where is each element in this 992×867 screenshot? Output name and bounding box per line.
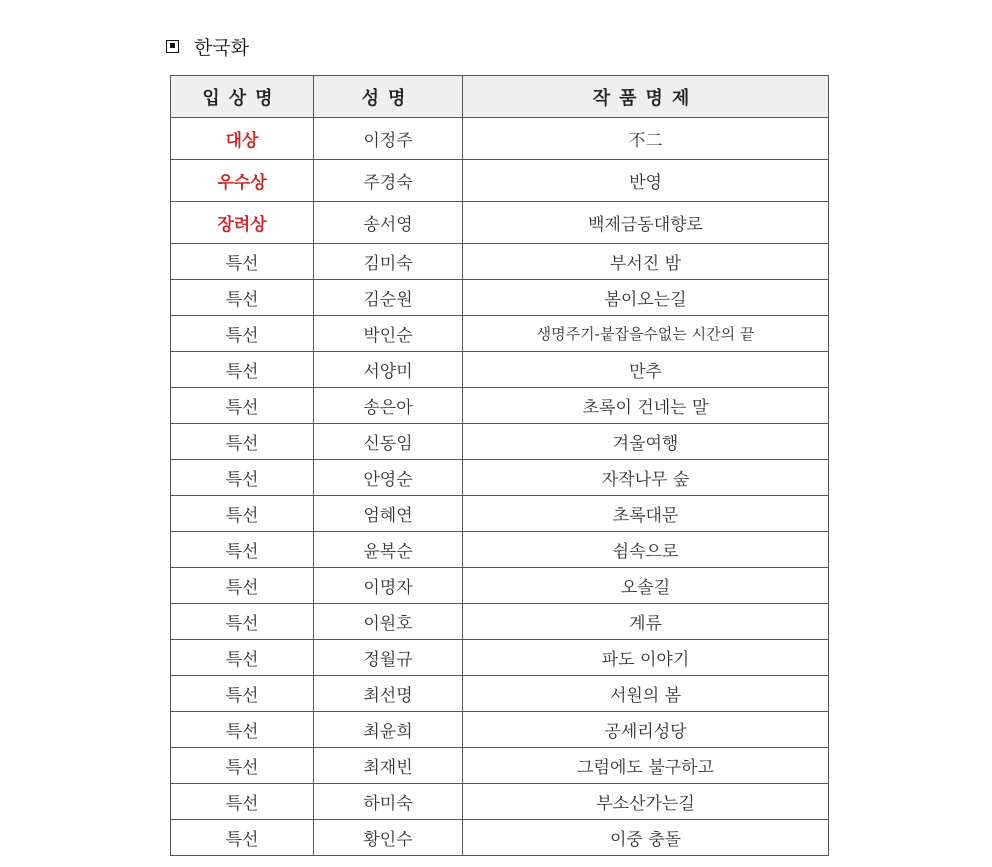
table-header-row <box>171 76 829 118</box>
table-row <box>171 712 829 748</box>
award-cell: 특선 <box>171 676 314 712</box>
award-cell: 장려상 <box>171 202 314 244</box>
name-cell: 이정주 <box>314 118 463 160</box>
table-row <box>171 784 829 820</box>
section-title: 한국화 <box>194 36 250 59</box>
award-cell: 대상 <box>171 118 314 160</box>
work-title-cell: 생명주기-붙잡을수없는 시간의 끝 <box>463 316 829 352</box>
work-title-cell: 만추 <box>463 352 829 388</box>
name-cell: 신동임 <box>314 424 463 460</box>
award-cell: 특선 <box>171 388 314 424</box>
work-title-cell: 부서진 밤 <box>463 244 829 280</box>
name-cell: 김순원 <box>314 280 463 316</box>
name-cell: 송서영 <box>314 202 463 244</box>
name-cell: 엄혜연 <box>314 496 463 532</box>
award-cell: 특선 <box>171 712 314 748</box>
work-title-cell: 겨울여행 <box>463 424 829 460</box>
award-cell: 특선 <box>171 424 314 460</box>
table-row <box>171 160 829 202</box>
award-cell: 특선 <box>171 640 314 676</box>
name-cell: 안영순 <box>314 460 463 496</box>
table-row <box>171 640 829 676</box>
table-row <box>171 202 829 244</box>
award-cell: 특선 <box>171 784 314 820</box>
name-cell: 정월규 <box>314 640 463 676</box>
header-name: 성명 <box>314 76 463 118</box>
table-row <box>171 280 829 316</box>
work-title-cell: 초록대문 <box>463 496 829 532</box>
table-row <box>171 352 829 388</box>
name-cell: 하미숙 <box>314 784 463 820</box>
award-cell: 특선 <box>171 604 314 640</box>
work-title-cell: 이중 충돌 <box>463 820 829 856</box>
table-row <box>171 568 829 604</box>
name-cell: 김미숙 <box>314 244 463 280</box>
award-cell: 특선 <box>171 280 314 316</box>
work-title-cell: 반영 <box>463 160 829 202</box>
name-cell: 최재빈 <box>314 748 463 784</box>
award-cell: 특선 <box>171 568 314 604</box>
award-cell: 우수상 <box>171 160 314 202</box>
awards-table <box>170 75 829 856</box>
work-title-cell: 不二 <box>463 118 829 160</box>
table-row <box>171 388 829 424</box>
work-title-cell: 파도 이야기 <box>463 640 829 676</box>
work-title-cell: 자작나무 숲 <box>463 460 829 496</box>
header-award: 입상명 <box>171 76 314 118</box>
header-work: 작품명제 <box>463 76 829 118</box>
award-cell: 특선 <box>171 460 314 496</box>
table-row <box>171 820 829 856</box>
table-row <box>171 460 829 496</box>
award-cell: 특선 <box>171 352 314 388</box>
table-row <box>171 748 829 784</box>
table-row <box>171 424 829 460</box>
work-title-cell: 계류 <box>463 604 829 640</box>
work-title-cell: 그럼에도 불구하고 <box>463 748 829 784</box>
name-cell: 서양미 <box>314 352 463 388</box>
table-row <box>171 244 829 280</box>
award-cell: 특선 <box>171 748 314 784</box>
table-row <box>171 676 829 712</box>
work-title-cell: 오솔길 <box>463 568 829 604</box>
table-row <box>171 532 829 568</box>
work-title-cell: 봄이오는길 <box>463 280 829 316</box>
award-cell: 특선 <box>171 316 314 352</box>
work-title-cell: 쉼속으로 <box>463 532 829 568</box>
work-title-cell: 부소산가는길 <box>463 784 829 820</box>
name-cell: 송은아 <box>314 388 463 424</box>
name-cell: 최윤희 <box>314 712 463 748</box>
table-row <box>171 118 829 160</box>
name-cell: 최선명 <box>314 676 463 712</box>
name-cell: 황인수 <box>314 820 463 856</box>
name-cell: 박인순 <box>314 316 463 352</box>
award-cell: 특선 <box>171 244 314 280</box>
work-title-cell: 서원의 봄 <box>463 676 829 712</box>
award-cell: 특선 <box>171 532 314 568</box>
name-cell: 이원호 <box>314 604 463 640</box>
name-cell: 이명자 <box>314 568 463 604</box>
table-row <box>171 496 829 532</box>
award-cell: 특선 <box>171 820 314 856</box>
work-title-cell: 초록이 건네는 말 <box>463 388 829 424</box>
table-row <box>171 316 829 352</box>
name-cell: 주경숙 <box>314 160 463 202</box>
table-row <box>171 604 829 640</box>
square-bullet-icon <box>166 40 179 53</box>
name-cell: 윤복순 <box>314 532 463 568</box>
award-cell: 특선 <box>171 496 314 532</box>
work-title-cell: 백제금동대향로 <box>463 202 829 244</box>
work-title-cell: 공세리성당 <box>463 712 829 748</box>
section-heading <box>166 33 249 59</box>
